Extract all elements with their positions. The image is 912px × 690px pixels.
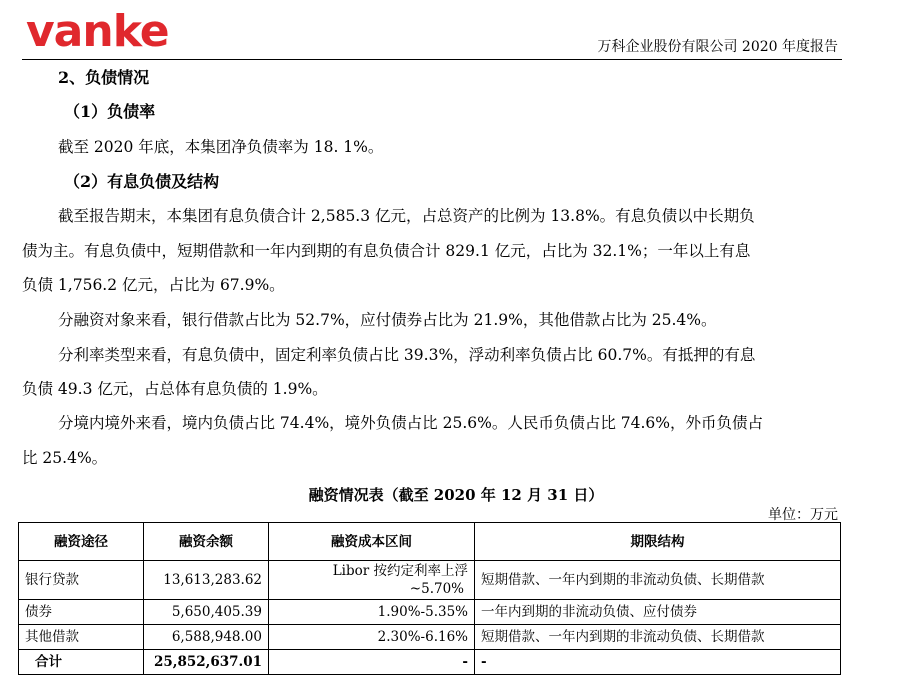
header-channel: 融资途径 xyxy=(19,523,144,561)
header-term: 期限结构 xyxy=(475,523,841,561)
cell-term: 短期借款、一年内到期的非流动负债、长期借款 xyxy=(475,625,841,650)
table-title: 融资情况表（截至 2020 年 12 月 31 日） xyxy=(308,486,604,504)
table-row xyxy=(19,625,841,650)
paragraph-line: 比 25.4%。 xyxy=(22,449,108,467)
cell-channel: 银行贷款 xyxy=(19,561,144,600)
header-balance: 融资余额 xyxy=(144,523,269,561)
paragraph-line: 截至报告期末，本集团有息负债合计 2,585.3 亿元，占总资产的比例为 13.8%。有息负债以中长期负 xyxy=(58,207,755,225)
debt-ratio-text: 截至 2020 年底，本集团净负债率为 18. 1%。 xyxy=(58,138,384,156)
section-title: 2、负债情况 xyxy=(58,68,150,87)
cell-channel: 债券 xyxy=(19,600,144,625)
cell-term: 一年内到期的非流动负债、应付债券 xyxy=(475,600,841,625)
header-divider xyxy=(22,59,842,60)
cell-total-label: 合计 xyxy=(19,650,144,675)
paragraph-line: 负债 49.3 亿元，占总体有息负债的 1.9%。 xyxy=(22,380,328,398)
paragraph-line: 债为主。有息负债中，短期借款和一年内到期的有息负债合计 829.1 亿元，占比为 32.1%；一年以上有息 xyxy=(22,242,751,260)
table-unit: 单位：万元 xyxy=(768,507,838,523)
cost-line: Libor 按约定利率上浮 xyxy=(332,563,468,579)
cell-total-term: - xyxy=(475,650,841,675)
financing-table xyxy=(18,522,841,675)
table-row xyxy=(19,600,841,625)
cell-cost: 2.30%-6.16% xyxy=(269,625,475,650)
cell-balance: 5,650,405.39 xyxy=(144,600,269,625)
report-title: 万科企业股份有限公司 2020 年度报告 xyxy=(597,39,838,55)
vanke-logo: vanke xyxy=(26,6,169,57)
subsection-title-interest-debt: （2）有息负债及结构 xyxy=(64,172,220,191)
paragraph-line: 负债 1,756.2 亿元，占比为 67.9%。 xyxy=(22,276,285,294)
cell-balance: 6,588,948.00 xyxy=(144,625,269,650)
cell-term: 短期借款、一年内到期的非流动负债、长期借款 xyxy=(475,561,841,600)
paragraph-line: 分融资对象来看，银行借款占比为 52.7%，应付债券占比为 21.9%，其他借款占比为 25.4%。 xyxy=(58,311,717,329)
cell-cost xyxy=(269,561,475,600)
table-total-row xyxy=(19,650,841,675)
cell-total-cost: - xyxy=(269,650,475,675)
paragraph-line: 分利率类型来看，有息负债中，固定利率负债占比 39.3%，浮动利率负债占比 60.7%。有抵押的有息 xyxy=(58,346,756,364)
cost-line: ~5.70% xyxy=(409,581,464,597)
header-cost: 融资成本区间 xyxy=(269,523,475,561)
table-header-row xyxy=(19,523,841,561)
cell-balance: 13,613,283.62 xyxy=(144,561,269,600)
cell-channel: 其他借款 xyxy=(19,625,144,650)
paragraph-line: 分境内境外来看，境内负债占比 74.4%，境外负债占比 25.6%。人民币负债占比 74.6%，外币负债占 xyxy=(58,414,764,432)
cell-cost: 1.90%-5.35% xyxy=(269,600,475,625)
cell-total-balance: 25,852,637.01 xyxy=(144,650,269,675)
subsection-title-debt-ratio: （1）负债率 xyxy=(64,102,156,121)
table-row xyxy=(19,561,841,600)
